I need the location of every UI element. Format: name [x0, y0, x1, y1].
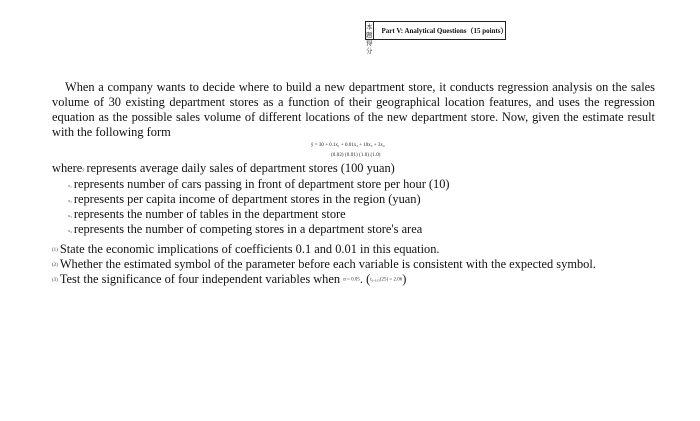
- x1-definition-text: represents number of cars passing in front of department store per hour (10): [73, 177, 450, 191]
- definition-x1: [68, 177, 450, 193]
- score-label-cell: [366, 22, 374, 55]
- definition-y: [52, 161, 395, 177]
- x4-definition-text: represents the number of competing stores in a department store's area: [73, 222, 423, 236]
- definition-x2: [68, 192, 421, 208]
- formula-equation: ŷ = 30 + 0.1x₁ + 0.01x₂ + 10x₃ + 3x₄: [311, 143, 385, 148]
- x1-symbol: x₁: [68, 182, 72, 188]
- definition-x4: [68, 222, 422, 238]
- alpha-value: α = 0.05: [343, 277, 360, 283]
- question-3: [52, 272, 406, 288]
- question-3-text: Test the significance of four independent variables when: [59, 272, 341, 286]
- score-header-box: [365, 21, 508, 55]
- score-label-question: 本题: [366, 23, 373, 39]
- question-2-text: Whether the estimated symbol of the parameter before each variable is consistent with the expected symbol.: [59, 257, 596, 271]
- y-definition-text: represents average daily sales of department stores (100 yuan): [86, 161, 395, 175]
- definition-x3: [68, 207, 346, 223]
- intro-paragraph: When a company wants to decide where to build a new department store, it conducts regression analysis on the sales volume of 30 existing department stores as a function of their geographical location features, and uses the regression equation as the possible sales volume of different locations of the new department store. Now, given the estimate result with the following form: [52, 80, 655, 139]
- question-2: [52, 257, 596, 273]
- y-symbol: ŷ: [82, 166, 85, 172]
- regression-formula: [311, 141, 431, 161]
- question-2-number: (2): [52, 262, 58, 268]
- question-3-close: ): [402, 272, 407, 286]
- x3-symbol: x₃: [68, 212, 72, 218]
- x4-symbol: x₄: [68, 227, 72, 233]
- x3-definition-text: represents the number of tables in the department store: [73, 207, 346, 221]
- x2-symbol: x₂: [68, 197, 72, 203]
- formula-standard-errors: (0.02) (0.01) (1.0) (1.0): [331, 153, 381, 158]
- where-label: where: [52, 161, 83, 175]
- t-critical-value: t₀.₀₂₅(25) = 2.06: [370, 277, 403, 283]
- question-1-number: (1): [52, 247, 58, 253]
- question-1: [52, 242, 440, 258]
- score-label-score: 得分: [366, 39, 373, 55]
- part-title: Part V: Analytical Questions（15 points）: [381, 26, 508, 35]
- x2-definition-text: represents per capita income of department stores in the region (yuan): [73, 192, 421, 206]
- question-3-separator: . (: [359, 272, 371, 286]
- question-3-number: (3): [52, 277, 58, 283]
- question-1-text: State the economic implications of coefficients 0.1 and 0.01 in this equation.: [59, 242, 440, 256]
